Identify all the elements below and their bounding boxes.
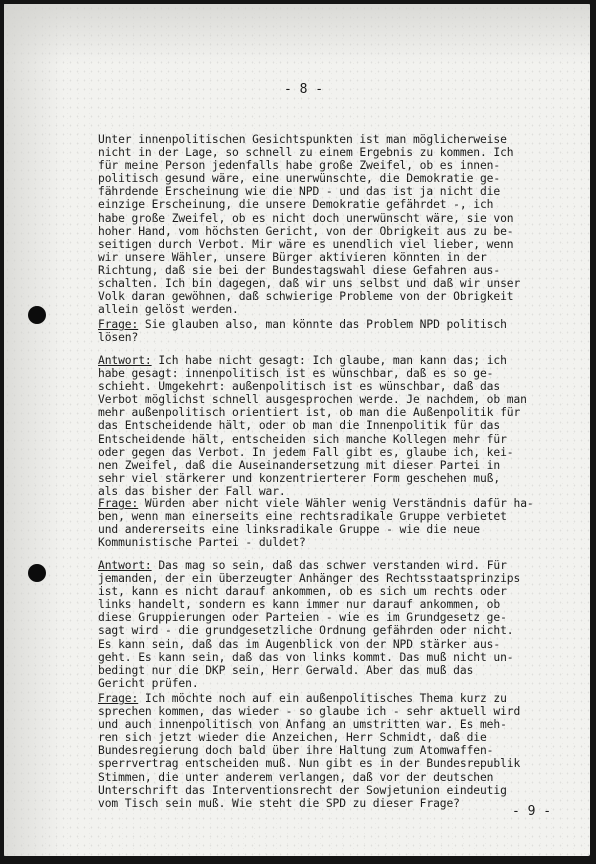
- scan-shadow-left: [4, 4, 64, 856]
- text-line: Stimmen, die unter anderem verlangen, daß vor der deutschen: [98, 770, 494, 784]
- text-line: bedingt nur die DKP sein, Herr Gerwald. Aber das muß das: [98, 663, 474, 677]
- text-line: und andererseits eine linksradikale Gruppe - wie die neue: [98, 523, 480, 537]
- punch-hole: [28, 564, 46, 582]
- text-line: habe gesagt: innenpolitisch ist es wünschbar, daß es so ge-: [98, 367, 494, 381]
- text-line: Sie glauben also, man könnte das Problem NPD politisch: [138, 318, 507, 331]
- text-line: oder gegen das Verbot. In jedem Fall gibt es, glaube ich, kei-: [98, 445, 514, 459]
- text-line: geht. Es kann sein, daß das von links kommt. Das muß nicht un-: [98, 650, 514, 664]
- page-number: - 8 -: [284, 82, 324, 97]
- text-line: sagt wird - die grundgesetzliche Ordnung gefährden oder nicht.: [98, 624, 514, 638]
- text-line: ren sich jetzt wieder die Anzeichen, Herr Schmidt, daß die: [98, 731, 487, 745]
- text-line: allein gelöst werden.: [98, 303, 239, 317]
- question-2: [98, 497, 568, 549]
- text-line: Das mag so sein, daß das schwer verstanden wird. Für: [151, 559, 507, 572]
- text-line: hoher Hand, vom höchsten Gericht, von der Obrigkeit aus zu be-: [98, 224, 514, 238]
- next-page-number: - 9 -: [512, 804, 552, 819]
- text-line: mehr außenpolitisch orientiert ist, ob man die Außenpolitik für: [98, 406, 521, 420]
- answer-label: Antwort:: [98, 559, 152, 572]
- document-page: [4, 4, 590, 856]
- text-line: und auch innenpolitisch von Anfang an umstritten war. Es meh-: [98, 718, 507, 732]
- text-line: diese Gruppierungen oder Parteien - wie es im Grundgesetz ge-: [98, 611, 507, 625]
- text-line: schieht. Umgekehrt: außenpolitisch ist es wünschbar, daß das: [98, 380, 501, 394]
- answer-2: [98, 559, 568, 690]
- text-line: Ich möchte noch auf ein außenpolitisches Thema kurz zu: [138, 692, 507, 705]
- text-line: fährdende Erscheinung wie die NPD - und das ist ja nicht die: [98, 185, 501, 199]
- text-line: schalten. Ich bin dagegen, daß wir uns selbst und daß wir unser: [98, 277, 521, 291]
- text-line: politisch gesund wäre, eine unerwünschte, die Demokratie ge-: [98, 172, 501, 186]
- text-line: ben, wenn man einerseits eine rechtsradikale Gruppe verbietet: [98, 510, 507, 524]
- text-line: als das bisher der Fall war.: [98, 484, 286, 498]
- text-line: Verbot möglichst schnell ausgesprochen werde. Je nachdem, ob man: [98, 393, 527, 407]
- text-line: links handelt, sondern es kann immer nur darauf ankommen, ob: [98, 598, 501, 612]
- scan-shadow-top: [4, 4, 590, 64]
- question-label: Frage:: [98, 318, 139, 331]
- text-line: Unter innenpolitischen Gesichtspunkten ist man möglicherweise: [98, 133, 507, 146]
- text-line: Kommunistische Partei - duldet?: [98, 536, 306, 550]
- text-line: Volk daran gewöhnen, daß schwierige Probleme von der Obrigkeit: [98, 290, 514, 304]
- text-line: habe große Zweifel, ob es nicht doch unerwünscht wäre, sie von: [98, 211, 514, 225]
- text-line: sehr viel stärkerer und konzentrierterer Form geschehen muß,: [98, 471, 501, 485]
- text-line: Es kann sein, daß das im Augenblick von der NPD stärker aus-: [98, 637, 501, 651]
- text-line: Ich habe nicht gesagt: Ich glaube, man kann das; ich: [151, 354, 507, 367]
- answer-label: Antwort:: [98, 354, 152, 367]
- text-line: seitigen durch Verbot. Mir wäre es unendlich viel lieber, wenn: [98, 237, 514, 251]
- text-line: ist, kann es nicht darauf ankommen, ob es sich um rechts oder: [98, 585, 507, 599]
- text-line: für meine Person jedenfalls habe große Zweifel, ob es innen-: [98, 159, 501, 173]
- text-line: Entscheidende hält, entscheiden sich manche Kollegen mehr für: [98, 432, 507, 446]
- text-line: jemanden, der ein überzeugter Anhänger des Rechtsstaatsprinzips: [98, 572, 521, 586]
- text-line: Würden aber nicht viele Wähler wenig Verständnis dafür ha-: [138, 497, 534, 510]
- paragraph-intro: [98, 133, 568, 316]
- question-3: [98, 692, 568, 810]
- answer-1: [98, 354, 568, 498]
- question-1: [98, 318, 568, 344]
- text-line: lösen?: [98, 331, 139, 345]
- question-label: Frage:: [98, 497, 139, 510]
- text-line: sperrvertrag entscheiden muß. Nun gibt es in der Bundesrepublik: [98, 757, 521, 771]
- text-line: sprechen kommen, das wieder - so glaube ich - sehr aktuell wird: [98, 705, 521, 719]
- text-line: vom Tisch sein muß. Wie steht die SPD zu dieser Frage?: [98, 796, 460, 810]
- text-line: nicht in der Lage, so schnell zu einem Ergebnis zu kommen. Ich: [98, 146, 514, 160]
- question-label: Frage:: [98, 692, 139, 705]
- punch-hole: [28, 306, 46, 324]
- text-line: nen Zweifel, daß die Auseinandersetzung mit dieser Partei in: [98, 458, 501, 472]
- text-line: einzige Erscheinung, die unsere Demokratie gefährdet -, ich: [98, 198, 494, 212]
- text-line: Gericht prüfen.: [98, 676, 199, 690]
- text-line: Unterschrift das Interventionsrecht der Sowjetunion eindeutig: [98, 783, 507, 797]
- text-line: Richtung, daß sie bei der Bundestagswahl diese Gefahren aus-: [98, 263, 501, 277]
- text-line: wir unsere Wähler, unsere Bürger aktivieren könnten in der: [98, 250, 487, 264]
- text-line: Bundesregierung doch bald über ihre Haltung zum Atomwaffen-: [98, 744, 494, 758]
- text-line: das Entscheidende hält, oder ob man die Innenpolitik für das: [98, 419, 501, 433]
